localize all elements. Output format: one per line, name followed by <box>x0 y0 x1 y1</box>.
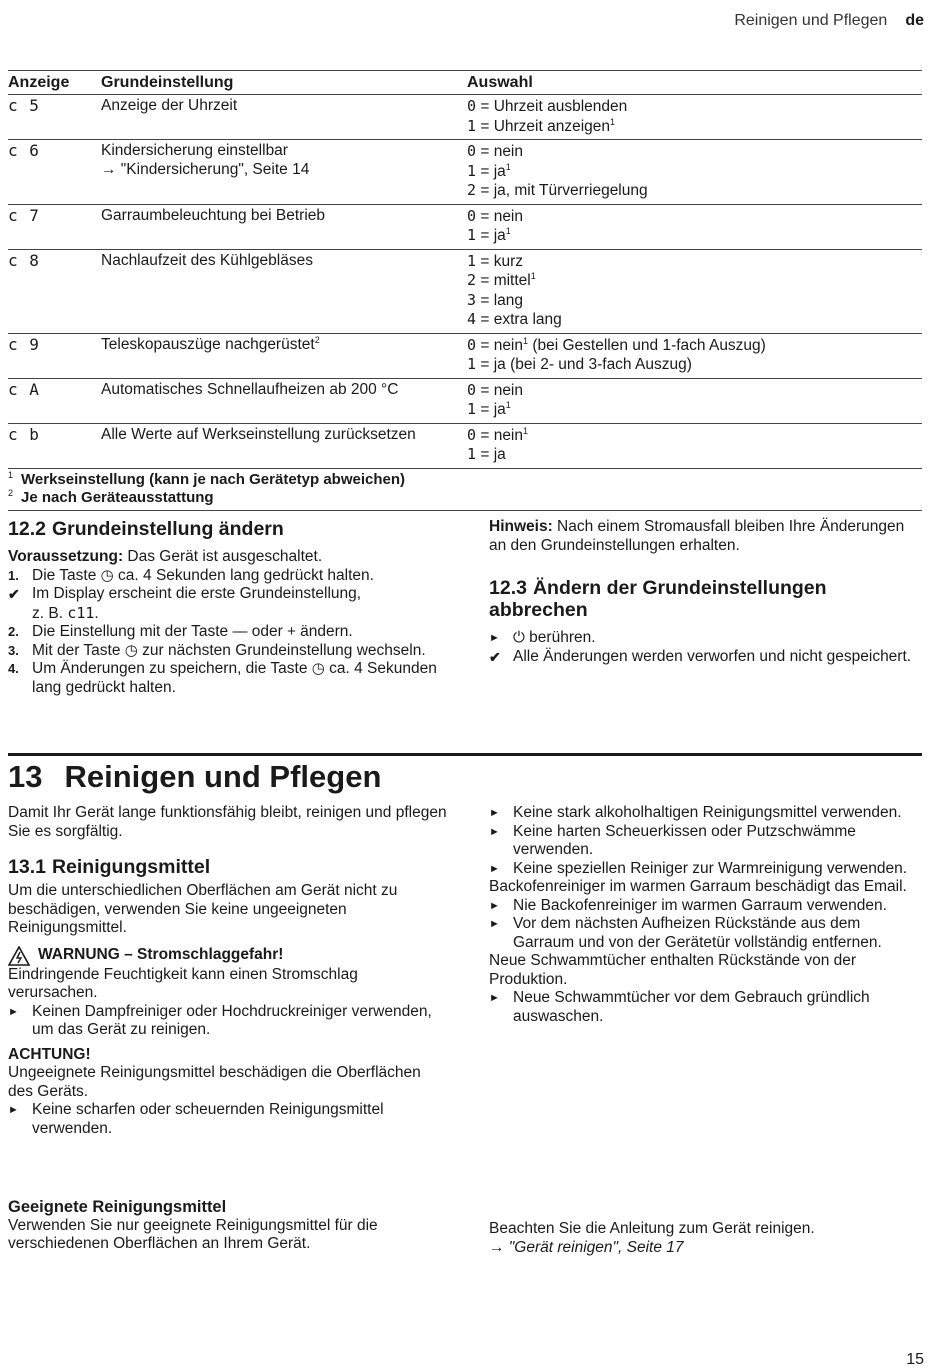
bullet-triangle-icon: ► <box>489 862 500 875</box>
display-code: c 8 <box>8 249 101 333</box>
section-heading <box>489 577 922 621</box>
col-header-selection: Auswahl <box>467 71 922 95</box>
section-intro: Um die unterschiedlichen Oberflächen am Gerät nicht zu beschädigen, verwenden Sie keine ungeeigneten Reinigungsmittel. <box>8 882 398 936</box>
option-line <box>467 355 922 375</box>
footnote-text: Je nach Geräteausstattung <box>21 489 214 506</box>
setting-label: Kindersicherung einstellbar <box>101 142 288 159</box>
page-number: 15 <box>906 1351 924 1368</box>
section-heading <box>8 856 448 878</box>
option-line <box>467 445 922 465</box>
prerequisite <box>8 548 448 567</box>
setting-label: Teleskopauszüge nachgerüstet <box>101 335 315 353</box>
bullet-text: Neue Schwammtücher vor dem Gebrauch gründlich auswaschen. <box>513 989 870 1025</box>
footnote-ref: 1 <box>505 161 511 172</box>
warning-title: WARNUNG – Stromschlaggefahr! <box>38 946 284 964</box>
footnote-ref: 1 <box>530 270 536 281</box>
bullet-triangle-icon: ► <box>8 1005 19 1018</box>
result-text: Im Display erscheint die erste Grundeinstellung, <box>32 585 362 602</box>
table-row <box>8 423 922 468</box>
option-digit: 0 <box>467 97 477 115</box>
option-text: = extra lang <box>476 311 562 328</box>
setting-options <box>467 204 922 249</box>
step-text: ändern. <box>295 623 353 640</box>
list-item <box>8 623 448 642</box>
option-line <box>467 181 922 201</box>
section-title: Grundeinstellung ändern <box>51 518 284 540</box>
suitable-cleaners-right <box>489 1220 922 1257</box>
table-row <box>8 249 922 333</box>
oven-cleaner-text: Backofenreiniger im warmen Garraum beschädigt das Email. <box>489 878 907 895</box>
option-digit: 1 <box>467 161 477 180</box>
header-language: de <box>905 12 924 29</box>
clock-icon: ◷ <box>100 566 114 584</box>
option-digit: 1 <box>467 355 477 373</box>
clock-icon: ◷ <box>124 641 138 659</box>
hint-note <box>489 518 922 555</box>
list-item <box>489 915 922 952</box>
list-item <box>8 1003 448 1040</box>
footnote-ref: 1 <box>523 335 529 346</box>
setting-label: Anzeige der Uhrzeit <box>101 97 238 114</box>
option-digit: 0 <box>467 380 477 399</box>
col-header-display: Anzeige <box>8 71 101 95</box>
settings-table <box>8 70 922 511</box>
result-text: z. B. <box>32 604 68 622</box>
display-code: c b <box>8 423 101 468</box>
footnotes <box>8 468 922 510</box>
section-number: 13.1 <box>8 856 46 878</box>
option-digit: 0 <box>467 206 477 225</box>
section-title: Ändern der Grundeinstellungen abbrechen <box>489 577 827 621</box>
minus-icon: — <box>232 623 248 640</box>
setting-label: Nachlaufzeit des Kühlgebläses <box>101 251 313 269</box>
caution-title: ACHTUNG! <box>8 1045 91 1063</box>
option-line <box>467 310 922 330</box>
table-row <box>8 204 922 249</box>
prereq-label: Voraussetzung: <box>8 548 124 565</box>
check-icon: ✔ <box>8 586 20 602</box>
option-text: = Uhrzeit ausblenden <box>476 98 628 115</box>
col-header-setting: Grundeinstellung <box>101 71 467 95</box>
option-digit: 0 <box>467 335 477 354</box>
hint-text: Nach einem Stromausfall bleiben Ihre Änderungen an den Grundeinstellungen erhalten. <box>489 518 905 554</box>
bullet-text: Keine speziellen Reiniger zur Warmreinigung verwenden. <box>513 859 908 877</box>
cancel-steps-list <box>489 629 922 666</box>
setting-description <box>101 204 467 249</box>
warning-text: Eindringende Feuchtigkeit kann einen Stromschlag verursachen. <box>8 965 358 1001</box>
list-item <box>489 823 922 860</box>
cleaner-bullets-3 <box>489 989 922 1026</box>
step-number: 2. <box>8 624 19 639</box>
list-item <box>489 804 922 823</box>
bullet-triangle-icon: ► <box>489 825 500 838</box>
option-digit: 3 <box>467 290 477 309</box>
option-text: = nein <box>476 143 524 160</box>
option-digit: 0 <box>467 142 477 160</box>
setting-description <box>101 423 467 468</box>
bullet-text: Keine stark alkoholhaltigen Reinigungsmittel verwenden. <box>513 804 902 821</box>
setting-options <box>467 249 922 333</box>
setting-options <box>467 140 922 205</box>
cross-reference-link[interactable]: → "Gerät reinigen", Seite 17 <box>489 1238 684 1256</box>
option-line <box>467 162 922 182</box>
setting-description <box>101 249 467 333</box>
option-line <box>467 336 922 356</box>
option-text: = ja (bei 2- und 3-fach Auszug) <box>476 356 692 373</box>
step-text: Die Taste <box>32 566 101 584</box>
power-icon: ⏻ <box>513 629 525 646</box>
option-digit: 2 <box>467 181 477 199</box>
list-item <box>489 897 922 916</box>
display-code: c11 <box>67 603 95 622</box>
option-line <box>467 226 922 246</box>
table-row <box>8 333 922 378</box>
list-item <box>489 648 922 667</box>
list-item <box>8 642 448 661</box>
sponge-text: Neue Schwammtücher enthalten Rückstände von der Produktion. <box>489 952 857 988</box>
suitable-cleaners <box>8 1198 448 1254</box>
cross-reference-link[interactable]: → "Kindersicherung", Seite 14 <box>101 160 310 178</box>
option-digit: 1 <box>467 445 477 463</box>
option-line <box>467 97 922 117</box>
left-column-lower <box>8 804 448 1138</box>
list-item <box>8 660 448 697</box>
option-text: = nein <box>476 207 524 225</box>
right-column-lower <box>489 804 922 1026</box>
option-digit: 4 <box>467 310 477 328</box>
instruction-text: Beachten Sie die Anleitung zum Gerät reinigen. <box>489 1220 815 1237</box>
bullet-triangle-icon: ► <box>489 632 500 644</box>
warning-list <box>8 1003 448 1040</box>
bullet-triangle-icon: ► <box>489 992 500 1004</box>
option-text: = nein <box>476 381 524 399</box>
setting-description <box>101 140 467 205</box>
option-line <box>467 207 922 227</box>
option-text: = ja <box>476 401 506 418</box>
section-number: 12.3 <box>489 577 527 599</box>
step-text: ca. 4 Sekunden lang gedrückt halten. <box>32 660 437 696</box>
setting-options <box>467 333 922 378</box>
bullet-triangle-icon: ► <box>489 899 500 912</box>
footnote-ref: 1 <box>523 425 529 436</box>
option-text: = ja <box>476 227 506 244</box>
option-text: = ja <box>476 446 506 463</box>
option-line <box>467 117 922 137</box>
step-text: Um Änderungen zu speichern, die Taste <box>32 660 312 677</box>
hint-label: Hinweis: <box>489 518 553 535</box>
option-text: = kurz <box>476 252 523 270</box>
chapter-number: 13 <box>8 759 43 794</box>
step-text: zur nächsten Grundeinstellung wechseln. <box>137 641 426 659</box>
footnote <box>8 471 922 490</box>
step-text: Die Einstellung mit der Taste <box>32 623 233 640</box>
option-text: = Uhrzeit anzeigen <box>476 117 611 135</box>
bullet-text: Keine scharfen oder scheuernden Reinigungsmittel verwenden. <box>32 1101 384 1137</box>
section-number: 12.2 <box>8 518 46 540</box>
subsection-title: Geeignete Reinigungsmittel <box>8 1198 227 1216</box>
step-text: Mit der Taste <box>32 641 125 659</box>
table-row <box>8 95 922 140</box>
chapter-title: Reinigen und Pflegen <box>64 759 382 794</box>
subsection-text: Verwenden Sie nur geeignete Reinigungsmittel für die verschiedenen Oberflächen an Ihrem Gerät. <box>8 1216 378 1252</box>
option-line <box>467 142 922 162</box>
setting-label: Automatisches Schnellaufheizen ab 200 °C <box>101 380 399 398</box>
header-section-title: Reinigen und Pflegen <box>734 12 888 29</box>
bullet-triangle-icon: ► <box>8 1104 19 1116</box>
option-text: = mittel <box>476 272 531 289</box>
footnotes-row <box>8 468 922 510</box>
display-code: c A <box>8 378 101 423</box>
option-line <box>467 426 922 446</box>
bullet-triangle-icon: ► <box>489 918 500 930</box>
bullet-text: Keine harten Scheuerkissen oder Putzschwämme verwenden. <box>513 822 856 858</box>
setting-description <box>101 378 467 423</box>
option-digit: 1 <box>467 400 477 418</box>
option-digit: 1 <box>467 251 477 270</box>
footnote-number: 2 <box>8 488 14 498</box>
caution-text: Ungeeignete Reinigungsmittel beschädigen die Oberflächen des Geräts. <box>8 1064 421 1100</box>
option-line <box>467 400 922 420</box>
option-text: = nein <box>476 336 524 354</box>
list-item <box>8 567 448 586</box>
bullet-triangle-icon: ► <box>489 807 500 819</box>
check-icon: ✔ <box>489 648 501 665</box>
footnote-ref: 1 <box>505 225 511 236</box>
page-header <box>734 12 924 31</box>
display-code: c 5 <box>8 95 101 140</box>
footnote-text: Werkseinstellung (kann je nach Gerätetyp abweichen) <box>21 470 406 488</box>
setting-options <box>467 423 922 468</box>
list-item <box>8 585 448 623</box>
right-column-upper <box>489 518 922 666</box>
warning-triangle-icon <box>8 946 30 966</box>
footnote-ref: 1 <box>610 116 616 127</box>
list-item <box>8 1101 448 1138</box>
step-text: berühren. <box>524 629 596 646</box>
result-text: . <box>94 604 99 622</box>
warning-heading <box>8 946 448 966</box>
step-text: ca. 4 Sekunden lang gedrückt halten. <box>113 566 374 584</box>
bullet-text: Nie Backofenreiniger im warmen Garraum verwenden. <box>513 896 887 914</box>
setting-label: Garraumbeleuchtung bei Betrieb <box>101 206 326 224</box>
setting-options <box>467 378 922 423</box>
display-code: c 9 <box>8 333 101 378</box>
option-digit: 1 <box>467 226 477 244</box>
setting-label: Alle Werte auf Werkseinstellung zurücksetzen <box>101 425 416 443</box>
section-title: Reinigungsmittel <box>51 856 211 878</box>
footnote <box>8 489 922 508</box>
option-line <box>467 271 922 291</box>
option-digit: 1 <box>467 116 477 135</box>
cleaner-bullets-1 <box>489 804 922 878</box>
step-number: 4. <box>8 661 19 676</box>
footnote-ref: 1 <box>505 399 511 410</box>
footnote-number: 1 <box>8 469 14 480</box>
bullet-text: Vor dem nächsten Aufheizen Rückstände aus dem Garraum und von der Gerätetür vollständig entfernen. <box>513 915 882 951</box>
section-12-2 <box>8 518 448 697</box>
option-digit: 2 <box>467 271 477 289</box>
list-item <box>489 989 922 1026</box>
option-line <box>467 381 922 401</box>
caution-list <box>8 1101 448 1138</box>
table-header-row <box>8 71 922 95</box>
section-heading <box>8 518 448 540</box>
cleaner-bullets-2 <box>489 897 922 953</box>
option-text: = nein <box>476 426 524 444</box>
option-digit: 0 <box>467 425 477 444</box>
step-number: 3. <box>8 642 19 658</box>
list-item <box>489 629 922 648</box>
step-number: 1. <box>8 567 19 583</box>
setting-options <box>467 95 922 140</box>
option-text: = ja, mit Türverriegelung <box>476 182 648 199</box>
option-line <box>467 252 922 272</box>
chapter-divider <box>8 753 922 756</box>
display-code: c 7 <box>8 204 101 249</box>
steps-list <box>8 567 448 698</box>
footnote-ref: 2 <box>314 334 320 345</box>
list-item <box>489 860 922 879</box>
display-code: c 6 <box>8 140 101 205</box>
prereq-text: Das Gerät ist ausgeschaltet. <box>123 548 323 565</box>
result-text: Alle Änderungen werden verworfen und nicht gespeichert. <box>513 647 912 665</box>
clock-icon: ◷ <box>311 660 325 677</box>
option-text: (bei Gestellen und 1-fach Auszug) <box>528 336 766 354</box>
setting-description <box>101 95 467 140</box>
chapter-intro: Damit Ihr Gerät lange funktionsfähig bleibt, reinigen und pflegen Sie es sorgfältig. <box>8 804 447 840</box>
plus-icon: + <box>287 623 296 640</box>
step-text: oder <box>247 623 288 640</box>
option-text: = lang <box>476 291 524 309</box>
table-row <box>8 378 922 423</box>
option-line <box>467 291 922 311</box>
bullet-text: Keinen Dampfreiniger oder Hochdruckreiniger verwenden, um das Gerät zu reinigen. <box>32 1002 432 1038</box>
setting-description <box>101 333 467 378</box>
table-row <box>8 140 922 205</box>
option-text: = ja <box>476 162 506 180</box>
chapter-heading <box>8 760 381 794</box>
